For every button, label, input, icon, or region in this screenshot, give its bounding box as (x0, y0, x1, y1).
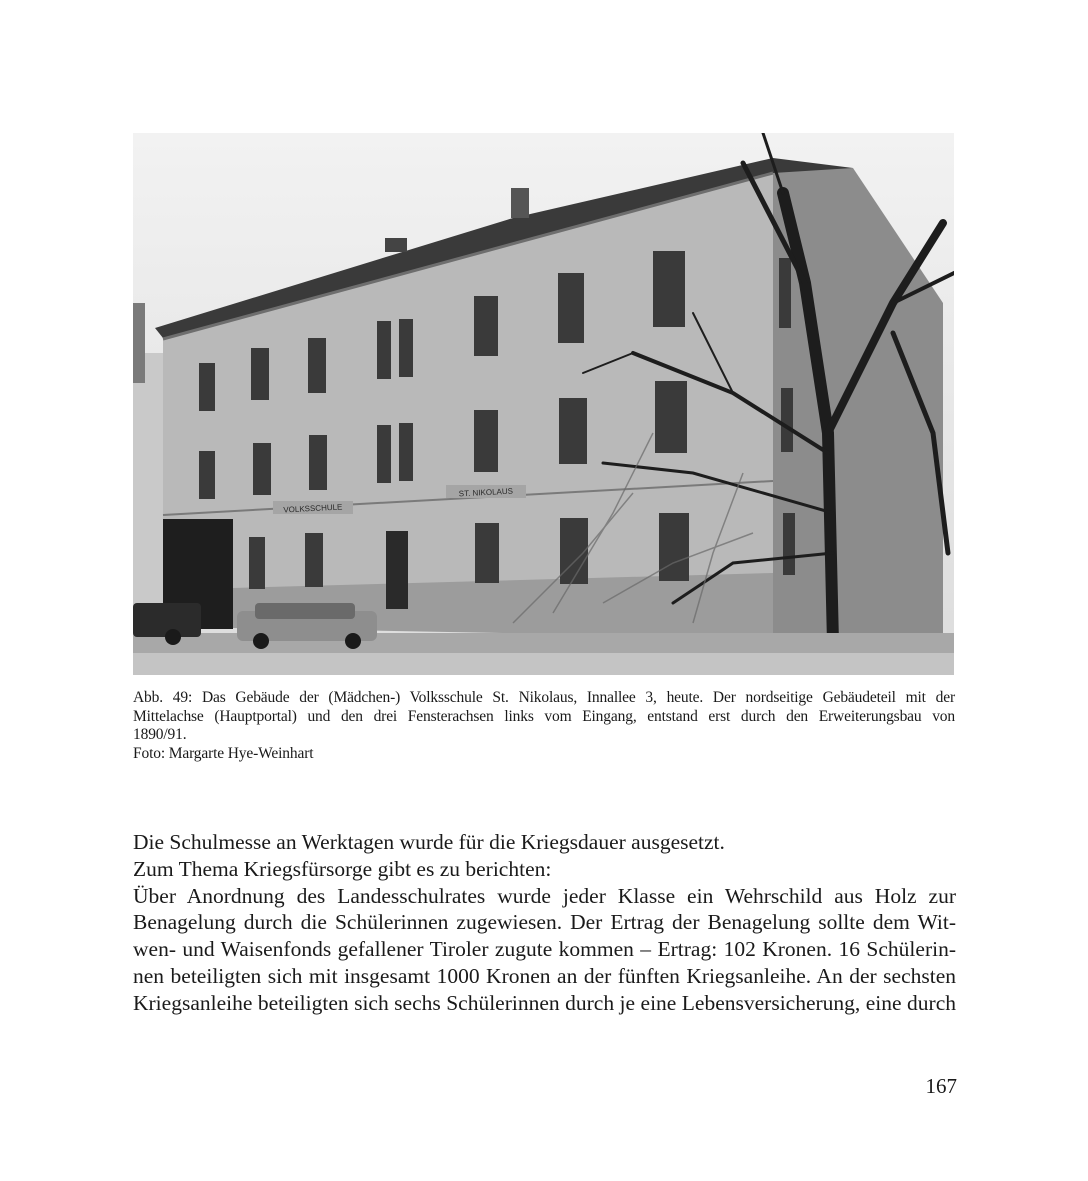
body-paragraph (133, 829, 956, 1017)
caption-line: Abb. 49: Das Gebäude der (Mädchen-) Volksschule St. Nikolaus, Innallee 3, heute. Der nordseitige Gebäudeteil mit der (133, 689, 955, 706)
page-number: 167 (925, 1074, 957, 1098)
body-line: Die Schulmesse an Werktagen wurde für die Kriegsdauer ausgesetzt. (133, 830, 725, 854)
body-line: nen beteiligten sich mit insgesamt 1000 Kronen an der fünften Kriegsanleihe. An der sechsten (133, 963, 956, 988)
body-line: Benagelung durch die Schülerinnen zugewiesen. Der Ertrag der Benagelung sollte dem Wit- (133, 910, 956, 935)
photo-credit: Foto: Margarte Hye-Weinhart (133, 744, 314, 762)
figure-caption (133, 689, 955, 763)
sign-volksschule: VOLKSSCHULE (283, 502, 343, 515)
caption-line: Mittelachse (Hauptportal) und den drei Fensterachsen links vom Eingang, entstand erst durch den Erweiterungsbau von (133, 707, 955, 725)
body-line: Zum Thema Kriegsfürsorge gibt es zu berichten: (133, 856, 552, 881)
body-line: wen- und Waisenfonds gefallener Tiroler zugute kommen – Ertrag: 102 Kronen. 16 Schülerin- (133, 937, 956, 962)
caption-line: 1890/91. (133, 726, 187, 743)
body-line: Kriegsanleihe beteiligten sich sechs Schülerinnen durch je eine Lebensversicherung, eine durch (133, 990, 956, 1015)
building-photograph (133, 133, 954, 675)
body-line: Über Anordnung des Landesschulrates wurde jeder Klasse ein Wehrschild aus Holz zur (133, 883, 956, 908)
sign-st-nikolaus: ST. NIKOLAUS (458, 486, 514, 499)
